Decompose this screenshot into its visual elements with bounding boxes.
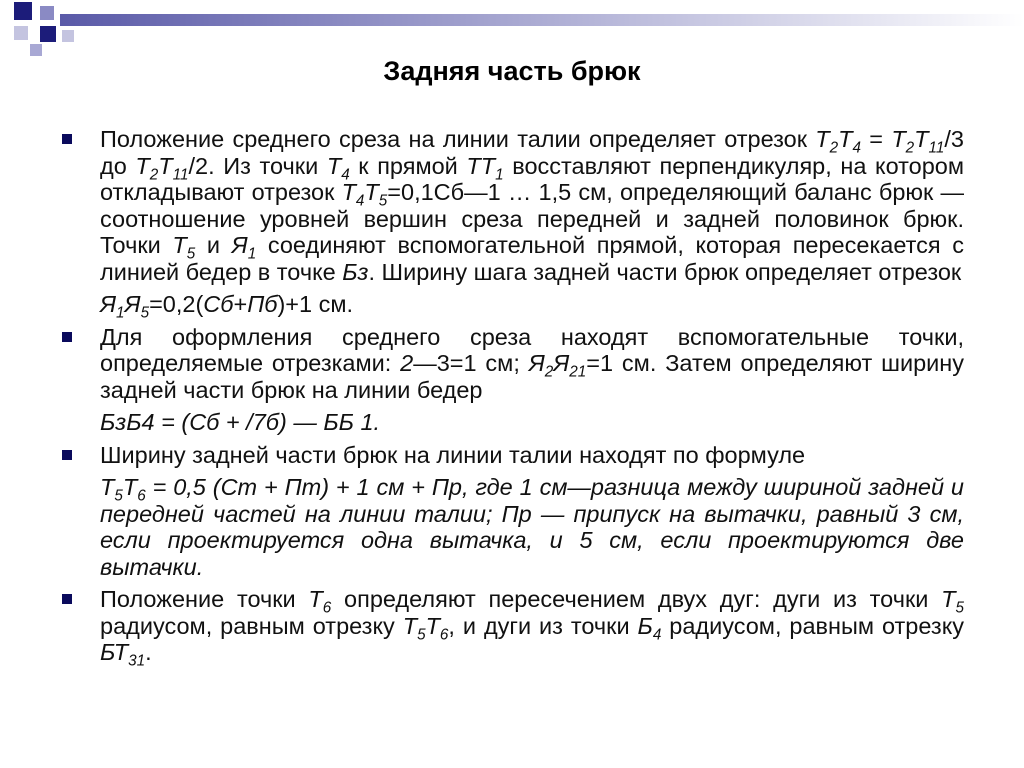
deco-square-light [14, 26, 28, 40]
square-bullet-icon [62, 332, 72, 342]
formula-line: $Я_1Я_5=0,2(Сб+Пб)+1$ см. [100, 291, 354, 322]
slide-title: Задняя часть брюк [383, 56, 641, 86]
deco-square-dark [14, 2, 32, 20]
bullet-text: Положение среднего среза на линии талии определяет отрезок $T_2T_4 = T_2T_{11}/3$ до $T_2T_{11}/2$. Из точки $T_4$ к прямой $TT_1$ восставляют перпендикуляр, на котором откладывают отрезок $T_4T_5=0,1Сб—1$ … 1,5 см, определяющий баланс брюк — соотношение уровней вершин среза передней и задней половинок брюк. Точки $T_5$ и $Я_1$ соединяют вспомогательной прямой, которая пересекается с линией бедер в точке Бз. Ширину шага задней части брюк определяет отрезок [100, 126, 965, 285]
bullet-item [62, 442, 964, 469]
deco-square-mid [40, 6, 54, 20]
header-decoration [0, 0, 1024, 60]
deco-square-dark-2 [40, 26, 56, 42]
square-bullet-icon [62, 134, 72, 144]
formula-line: БзБ4 = (Сб + /7б) — ББ 1. [100, 409, 381, 435]
bullet-text: Для оформления среднего среза находят вспомогательные точки, определяемые отрезками: 2—3=1 см; $Я_2Я_{21}=1$ см. Затем определяют ширину задней части брюк на линии бедер [100, 323, 964, 403]
bullet-item [62, 126, 964, 285]
bullet-item [62, 586, 965, 670]
deco-square-mid-2 [30, 44, 42, 56]
square-bullet-icon [62, 450, 72, 460]
header-gradient-bar [60, 14, 1024, 26]
bullet-text: Положение точки $T_6$ определяют пересечением двух дуг: дуги из точки $T_5$ радиусом, равным отрезку $T_5T_6$, и дуги из точки $Б_4$ радиусом, равным отрезку $БТ_{31}$. [100, 586, 965, 670]
bullet-item [62, 324, 964, 404]
slide-content [62, 126, 964, 672]
deco-square-light-2 [62, 30, 74, 42]
bullet-text: Ширину задней части брюк на линии талии находят по формуле [100, 441, 806, 468]
square-bullet-icon [62, 594, 72, 604]
formula-line: $T_5T_6 = 0,5$ (Ст + Пт) + 1 см + Пр, где 1 см—разница между шириной задней и передней частей на линии талии; Пр — припуск на вытачки, равный 3 см, если проектируется одна вытачка, и 5 см, если проектируются две вытачки. [100, 474, 964, 580]
